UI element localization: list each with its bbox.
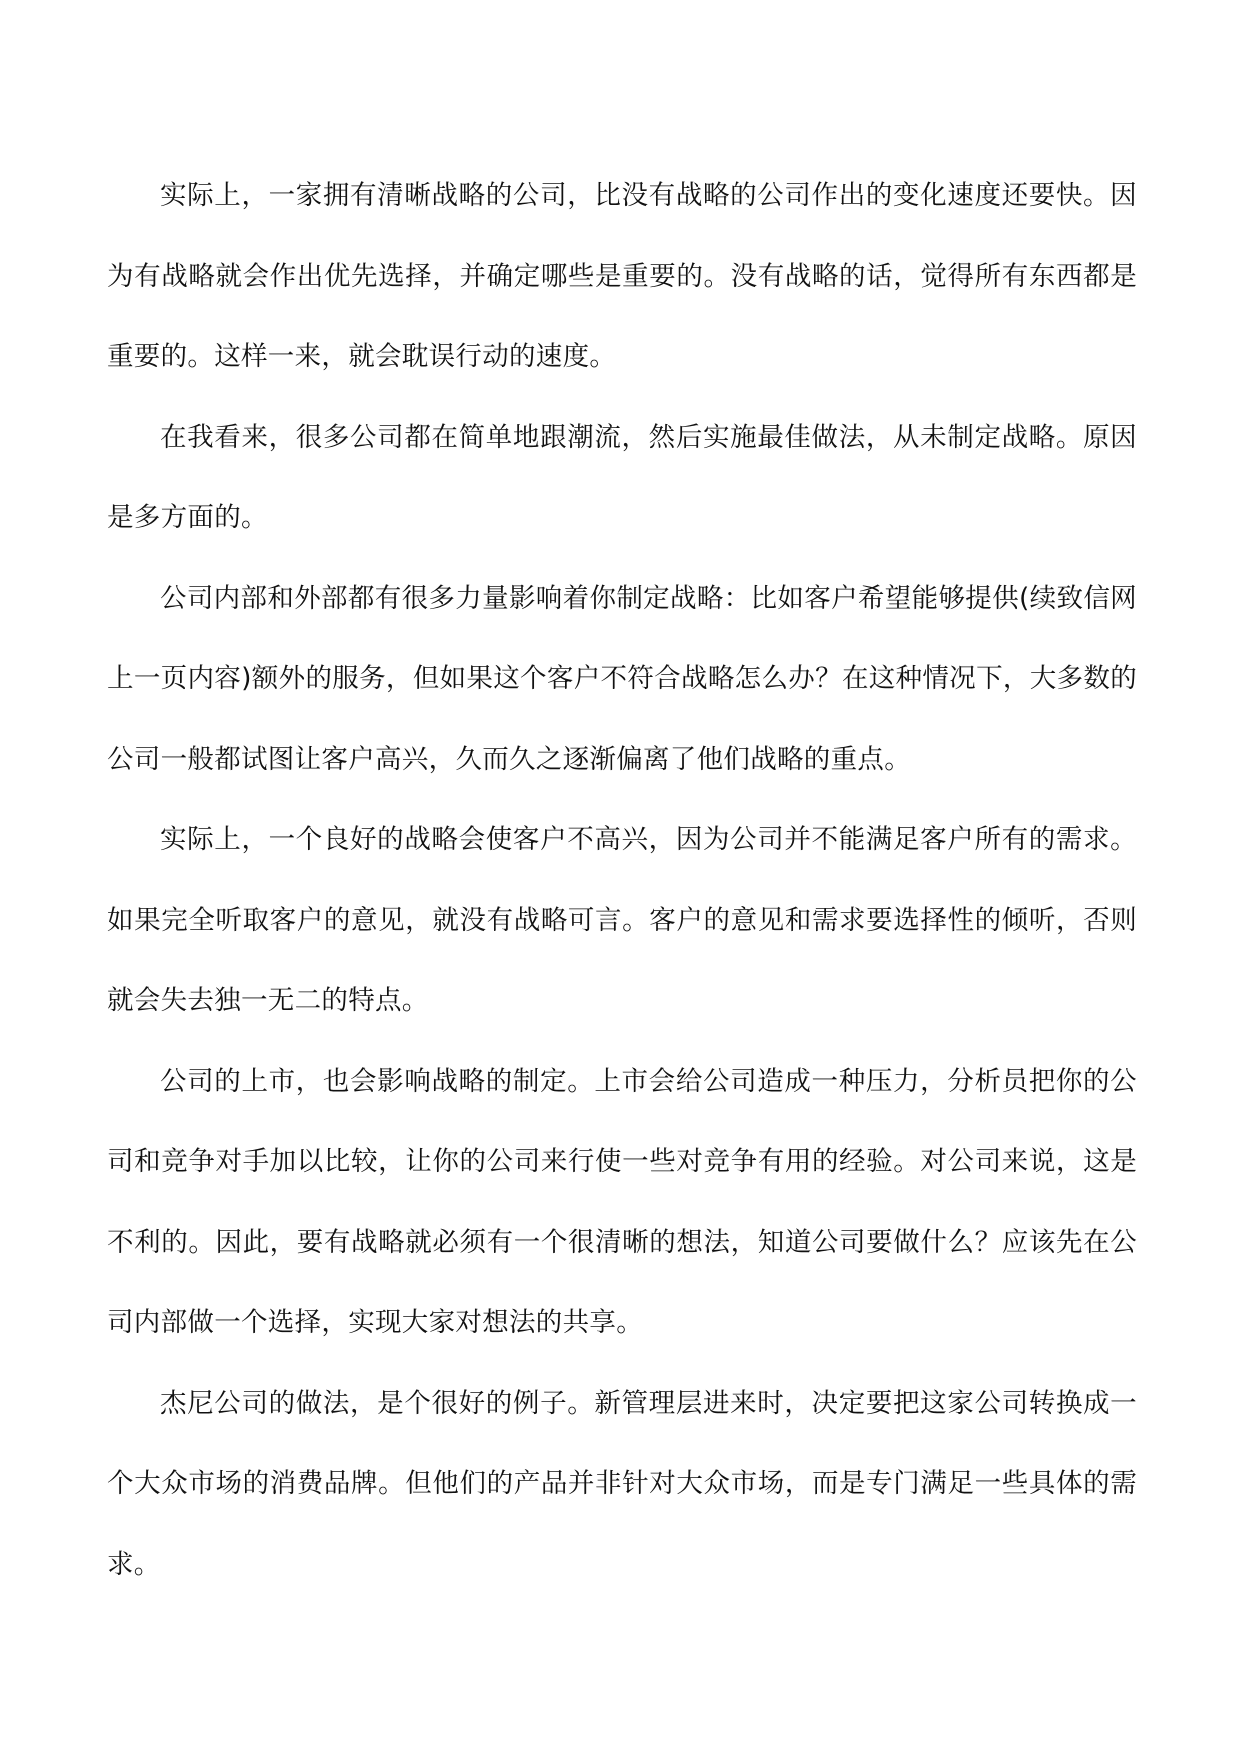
document-body <box>107 156 1137 1605</box>
paragraph-1: 实际上，一家拥有清晰战略的公司，比没有战略的公司作出的变化速度还要快。因为有战略就会作出优先选择，并确定哪些是重要的。没有战略的话，觉得所有东西都是重要的。这样一来，就会耽误行动的速度。 <box>107 180 1137 372</box>
paragraph-2: 在我看来，很多公司都在简单地跟潮流，然后实施最佳做法，从未制定战略。原因是多方面的。 <box>107 421 1137 533</box>
paragraph-3: 公司内部和外部都有很多力量影响着你制定战略：比如客户希望能够提供(续致信网上一页内容)额外的服务，但如果这个客户不符合战略怎么办？在这种情况下，大多数的公司一般都试图让客户高兴，久而久之逐渐偏离了他们战略的重点。 <box>107 582 1137 775</box>
paragraph-4: 实际上，一个良好的战略会使客户不高兴，因为公司并不能满足客户所有的需求。如果完全听取客户的意见，就没有战略可言。客户的意见和需求要选择性的倾听，否则就会失去独一无二的特点。 <box>107 824 1137 1016</box>
paragraph-5: 公司的上市，也会影响战略的制定。上市会给公司造成一种压力，分析员把你的公司和竞争对手加以比较，让你的公司来行使一些对竞争有用的经验。对公司来说，这是不利的。因此，要有战略就必须有一个很清晰的想法，知道公司要做什么？应该先在公司内部做一个选择，实现大家对想法的共享。 <box>107 1065 1137 1338</box>
paragraph-6: 杰尼公司的做法，是个很好的例子。新管理层进来时，决定要把这家公司转换成一个大众市场的消费品牌。但他们的产品并非针对大众市场，而是专门满足一些具体的需求。 <box>107 1387 1137 1580</box>
